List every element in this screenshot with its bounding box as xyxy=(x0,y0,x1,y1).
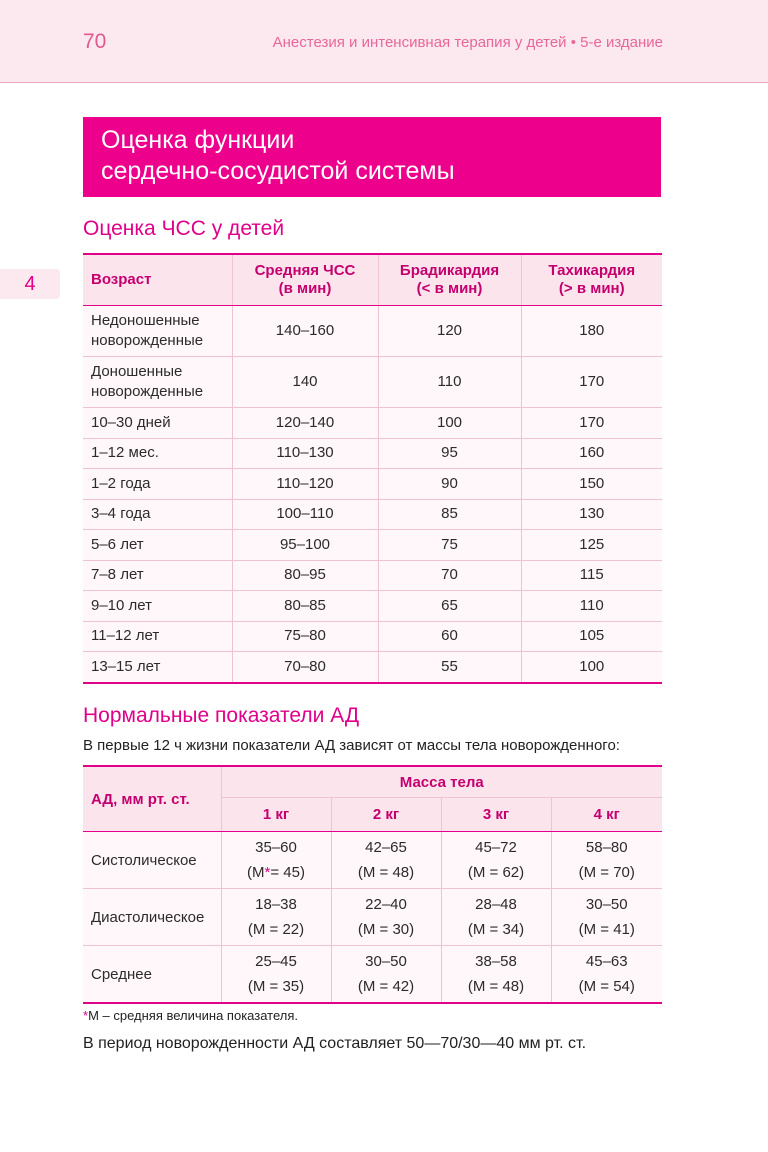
column-header-mass-4kg: 4 кг xyxy=(551,798,662,832)
tachycardia-cell: 170 xyxy=(521,357,662,408)
table-row xyxy=(83,560,662,591)
age-cell: 10–30 дней xyxy=(83,408,232,439)
bradycardia-cell: 60 xyxy=(378,621,521,652)
age-cell: Недоношенные новорожденные xyxy=(83,306,232,357)
column-header-tachycardia: Тахикардия (> в мин) xyxy=(521,254,662,306)
table-header-row xyxy=(83,254,662,306)
running-title: Анестезия и интенсивная терапия у детей • 5-е издание xyxy=(272,34,663,51)
avg-hr-cell: 100–110 xyxy=(232,499,378,530)
bp-value-cell: 30–50 (M = 41) xyxy=(551,889,662,946)
table-row xyxy=(83,306,662,357)
bp-value-cell: 45–63 (M = 54) xyxy=(551,946,662,1004)
age-cell: 7–8 лет xyxy=(83,560,232,591)
table-row xyxy=(83,832,662,889)
heart-rate-table xyxy=(83,253,662,684)
table-row xyxy=(83,469,662,500)
footnote-asterisk: * xyxy=(83,1008,89,1023)
table-row xyxy=(83,652,662,683)
table-row xyxy=(83,889,662,946)
bradycardia-cell: 85 xyxy=(378,499,521,530)
section-title-line-1: Оценка функции xyxy=(101,126,295,154)
age-cell: Доношенные новорожденные xyxy=(83,357,232,408)
table-row xyxy=(83,946,662,1004)
avg-hr-cell: 80–95 xyxy=(232,560,378,591)
bradycardia-cell: 95 xyxy=(378,438,521,469)
section-title-line-2: сердечно-сосудистой системы xyxy=(101,157,455,185)
table-row xyxy=(83,591,662,622)
bp-type-cell: Систолическое xyxy=(83,832,221,889)
avg-hr-cell: 110–120 xyxy=(232,469,378,500)
avg-hr-cell: 95–100 xyxy=(232,530,378,561)
tachycardia-cell: 110 xyxy=(521,591,662,622)
tachycardia-cell: 100 xyxy=(521,652,662,683)
bradycardia-cell: 55 xyxy=(378,652,521,683)
age-cell: 13–15 лет xyxy=(83,652,232,683)
avg-hr-cell: 70–80 xyxy=(232,652,378,683)
bp-value-cell: 35–60 (M*= 45) xyxy=(221,832,331,889)
bp-type-cell: Диастолическое xyxy=(83,889,221,946)
section-title-banner xyxy=(83,117,661,197)
footnote-text: M – средняя величина показателя. xyxy=(88,1008,299,1023)
tachycardia-cell: 125 xyxy=(521,530,662,561)
age-cell: 1–2 года xyxy=(83,469,232,500)
avg-hr-cell: 140–160 xyxy=(232,306,378,357)
tachycardia-cell: 150 xyxy=(521,469,662,500)
tachycardia-cell: 160 xyxy=(521,438,662,469)
tachycardia-cell: 105 xyxy=(521,621,662,652)
table-row xyxy=(83,438,662,469)
chapter-tab: 4 xyxy=(0,269,60,299)
age-cell: 1–12 мес. xyxy=(83,438,232,469)
bp-value-cell: 25–45 (M = 35) xyxy=(221,946,331,1004)
bp-value-cell: 45–72 (M = 62) xyxy=(441,832,551,889)
bp-type-cell: Среднее xyxy=(83,946,221,1004)
bradycardia-cell: 75 xyxy=(378,530,521,561)
bradycardia-cell: 90 xyxy=(378,469,521,500)
avg-hr-cell: 80–85 xyxy=(232,591,378,622)
column-header-mass-1kg: 1 кг xyxy=(221,798,331,832)
bradycardia-cell: 100 xyxy=(378,408,521,439)
asterisk-mark: * xyxy=(264,864,271,881)
bp-value-cell: 58–80 (M = 70) xyxy=(551,832,662,889)
table-row xyxy=(83,357,662,408)
avg-hr-cell: 120–140 xyxy=(232,408,378,439)
bradycardia-cell: 70 xyxy=(378,560,521,591)
blood-pressure-intro: В первые 12 ч жизни показатели АД зависят от массы тела новорожденного: xyxy=(83,737,620,754)
tachycardia-cell: 170 xyxy=(521,408,662,439)
avg-hr-cell: 110–130 xyxy=(232,438,378,469)
column-header-bp: АД, мм рт. ст. xyxy=(83,766,221,832)
bp-value-cell: 22–40 (M = 30) xyxy=(331,889,441,946)
column-header-mass-3kg: 3 кг xyxy=(441,798,551,832)
footnote xyxy=(83,1008,298,1023)
bp-value-cell: 30–50 (M = 42) xyxy=(331,946,441,1004)
age-cell: 3–4 года xyxy=(83,499,232,530)
avg-hr-cell: 140 xyxy=(232,357,378,408)
table-header-row xyxy=(83,766,662,798)
age-cell: 11–12 лет xyxy=(83,621,232,652)
page-number: 70 xyxy=(83,30,107,53)
table-row xyxy=(83,530,662,561)
age-cell: 5–6 лет xyxy=(83,530,232,561)
bp-value-cell: 42–65 (M = 48) xyxy=(331,832,441,889)
tachycardia-cell: 115 xyxy=(521,560,662,591)
bp-value-cell: 18–38 (M = 22) xyxy=(221,889,331,946)
column-header-age: Возраст xyxy=(83,254,232,306)
bradycardia-cell: 65 xyxy=(378,591,521,622)
bp-value-cell: 38–58 (M = 48) xyxy=(441,946,551,1004)
bp-value-cell: 28–48 (M = 34) xyxy=(441,889,551,946)
tachycardia-cell: 180 xyxy=(521,306,662,357)
blood-pressure-heading: Нормальные показатели АД xyxy=(83,704,360,727)
age-cell: 9–10 лет xyxy=(83,591,232,622)
column-header-body-mass: Масса тела xyxy=(221,766,662,798)
table-row xyxy=(83,499,662,530)
column-header-avg-hr: Средняя ЧСС (в мин) xyxy=(232,254,378,306)
bradycardia-cell: 110 xyxy=(378,357,521,408)
table-row xyxy=(83,621,662,652)
column-header-mass-2kg: 2 кг xyxy=(331,798,441,832)
closing-note: В период новорожденности АД составляет 50—70/30—40 мм рт. ст. xyxy=(83,1035,587,1052)
heart-rate-heading: Оценка ЧСС у детей xyxy=(83,217,285,240)
blood-pressure-table xyxy=(83,765,662,1004)
column-header-bradycardia: Брадикардия (< в мин) xyxy=(378,254,521,306)
bradycardia-cell: 120 xyxy=(378,306,521,357)
avg-hr-cell: 75–80 xyxy=(232,621,378,652)
tachycardia-cell: 130 xyxy=(521,499,662,530)
table-row xyxy=(83,408,662,439)
